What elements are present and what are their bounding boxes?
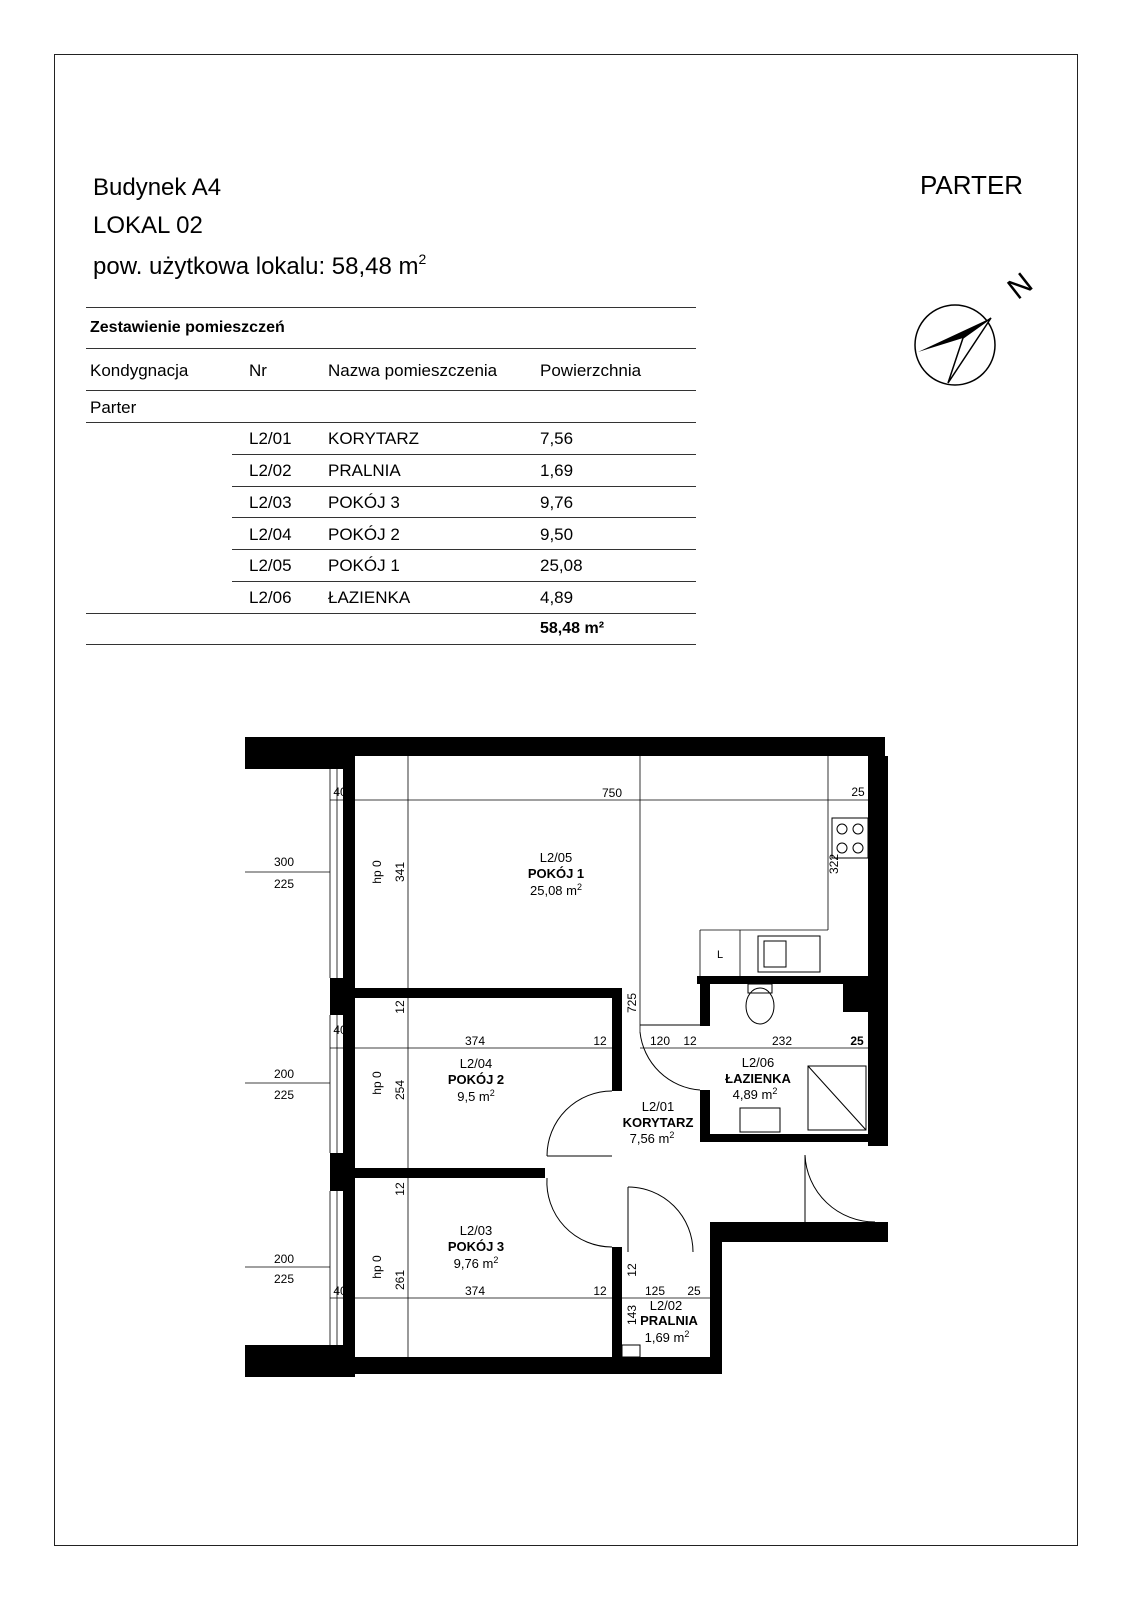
building-name: Budynek A4 — [93, 174, 222, 201]
window-height: 300 — [273, 855, 295, 869]
wall — [355, 988, 620, 998]
room-name: PRALNIA — [640, 1313, 698, 1328]
room-area-value: 9,76 m — [453, 1256, 494, 1271]
room-name: KORYTARZ — [622, 1115, 694, 1130]
room-nr: L2/05 — [539, 850, 573, 865]
dim-label: 12 — [625, 1263, 639, 1277]
wall — [355, 1357, 722, 1374]
dim-label: 12 — [593, 1284, 607, 1298]
wall — [355, 737, 885, 756]
window-sill: 225 — [273, 877, 295, 891]
sink-bowl — [764, 941, 786, 967]
row-name: KORYTARZ — [328, 429, 419, 448]
room-area-sup: 2 — [493, 1255, 499, 1265]
wall — [710, 1222, 888, 1242]
room-nr: L2/04 — [459, 1056, 493, 1071]
row-area: 9,76 — [540, 493, 574, 512]
dim-label: 322 — [827, 853, 841, 875]
dim-label: 232 — [771, 1034, 793, 1048]
row-area: 4,89 — [540, 588, 574, 607]
room-area — [645, 1329, 690, 1345]
window-sill: 225 — [273, 1088, 295, 1102]
row-area: 1,69 — [540, 461, 574, 480]
room-area-value: 1,69 m — [644, 1330, 685, 1345]
window-height: 200 — [273, 1067, 295, 1081]
ceiling-height: hp 0 — [370, 1255, 384, 1279]
room-nr: L2/02 — [649, 1298, 683, 1313]
row-name: ŁAZIENKA — [328, 588, 411, 607]
dim-label: 12 — [393, 1000, 407, 1014]
pralnia-unit — [622, 1345, 640, 1357]
row-name: POKÓJ 3 — [328, 493, 400, 512]
usable-area-text: pow. użytkowa lokalu: 58,48 m — [93, 253, 419, 280]
dim-label: 120 — [649, 1034, 671, 1048]
room-area-sup: 2 — [576, 882, 582, 892]
dim-label: 374 — [464, 1034, 486, 1048]
table-total: 58,48 m² — [540, 620, 605, 637]
room-area-sup: 2 — [772, 1086, 778, 1096]
unit-name: LOKAL 02 — [93, 212, 203, 239]
wall — [245, 1345, 355, 1377]
wall — [245, 737, 355, 769]
dim-label: 25 — [851, 785, 865, 799]
row-area: 9,50 — [540, 525, 574, 544]
wall — [843, 984, 868, 1012]
dim-label: 25 — [850, 1034, 864, 1048]
wall — [612, 988, 622, 1091]
col-header-name: Nazwa pomieszczenia — [328, 361, 498, 380]
dim-label: 25 — [687, 1284, 701, 1298]
room-area-value: 7,56 m — [629, 1131, 670, 1146]
compass-north-label: N — [1001, 266, 1040, 307]
row-area: 7,56 — [540, 429, 574, 448]
col-header-level: Kondygnacja — [90, 361, 189, 380]
room-area — [457, 1088, 495, 1104]
room-nr: L2/01 — [641, 1099, 675, 1114]
dim-label: 12 — [393, 1182, 407, 1196]
room-name: POKÓJ 3 — [447, 1239, 505, 1254]
dim-label: 261 — [393, 1269, 407, 1291]
dim-label: 341 — [393, 861, 407, 883]
row-nr: L2/05 — [249, 556, 292, 575]
floor-label: PARTER — [920, 170, 1024, 200]
wall — [343, 737, 355, 1377]
room-area-value: 9,5 m — [457, 1089, 490, 1104]
row-nr: L2/04 — [249, 525, 292, 544]
wall — [868, 756, 888, 1146]
col-header-area: Powierzchnia — [540, 361, 642, 380]
dim-label: 12 — [593, 1034, 607, 1048]
room-area-value: 4,89 m — [732, 1087, 773, 1102]
room-area-sup: 2 — [669, 1130, 675, 1140]
table-title: Zestawienie pomieszczeń — [90, 319, 285, 336]
door-pralnia — [628, 1187, 693, 1252]
row-name: PRALNIA — [328, 461, 401, 480]
wall — [700, 976, 710, 1026]
dimension-labels — [333, 785, 865, 1325]
ceiling-height: hp 0 — [370, 1071, 384, 1095]
row-nr: L2/02 — [249, 461, 292, 480]
dim-label: 40 — [333, 1284, 347, 1298]
room-nr: L2/06 — [741, 1055, 775, 1070]
dim-label: 725 — [625, 992, 639, 1014]
dim-label: 374 — [464, 1284, 486, 1298]
room-area — [630, 1130, 675, 1146]
room-nr: L2/03 — [459, 1223, 493, 1238]
window-labels — [274, 855, 294, 1286]
wall — [355, 1168, 545, 1178]
row-name: POKÓJ 2 — [328, 525, 400, 544]
dim-label: 143 — [625, 1304, 639, 1326]
dim-label: 750 — [601, 786, 623, 800]
window-height: 200 — [273, 1252, 295, 1266]
room-name: POKÓJ 1 — [527, 866, 585, 881]
row-nr: L2/06 — [249, 588, 292, 607]
wall — [700, 1134, 868, 1142]
row-name: POKÓJ 1 — [328, 556, 400, 575]
level-name: Parter — [90, 398, 137, 417]
door-pokoj3 — [547, 1178, 612, 1247]
walls — [245, 737, 888, 1377]
row-nr: L2/03 — [249, 493, 292, 512]
row-nr: L2/01 — [249, 429, 292, 448]
dim-label: 40 — [333, 785, 347, 799]
dim-label: 254 — [393, 1079, 407, 1101]
room-area — [530, 882, 582, 898]
room-name: POKÓJ 2 — [447, 1072, 505, 1087]
room-area — [733, 1086, 778, 1102]
cooktop-icon — [832, 818, 868, 858]
wall — [710, 1242, 722, 1374]
wall — [697, 976, 868, 984]
window-sill: 225 — [273, 1272, 295, 1286]
room-area-sup: 2 — [489, 1088, 495, 1098]
row-area: 25,08 — [540, 556, 583, 575]
door-entrance — [805, 1155, 875, 1222]
wall — [612, 1247, 622, 1357]
usable-area-sup: 2 — [418, 251, 427, 267]
room-area-sup: 2 — [684, 1329, 690, 1339]
room-area — [454, 1255, 499, 1271]
kitchen-cabinet-label: L — [716, 949, 724, 961]
room-name: ŁAZIENKA — [725, 1071, 791, 1086]
ceiling-height: hp 0 — [370, 860, 384, 884]
washbasin-icon — [740, 1108, 780, 1132]
dim-label: 125 — [644, 1284, 666, 1298]
col-header-nr: Nr — [249, 361, 267, 380]
dim-label: 12 — [683, 1034, 697, 1048]
dim-label: 40 — [333, 1023, 347, 1037]
room-area-value: 25,08 m — [530, 883, 577, 898]
window-frames — [245, 756, 828, 1357]
door-pokoj2 — [547, 1091, 612, 1156]
